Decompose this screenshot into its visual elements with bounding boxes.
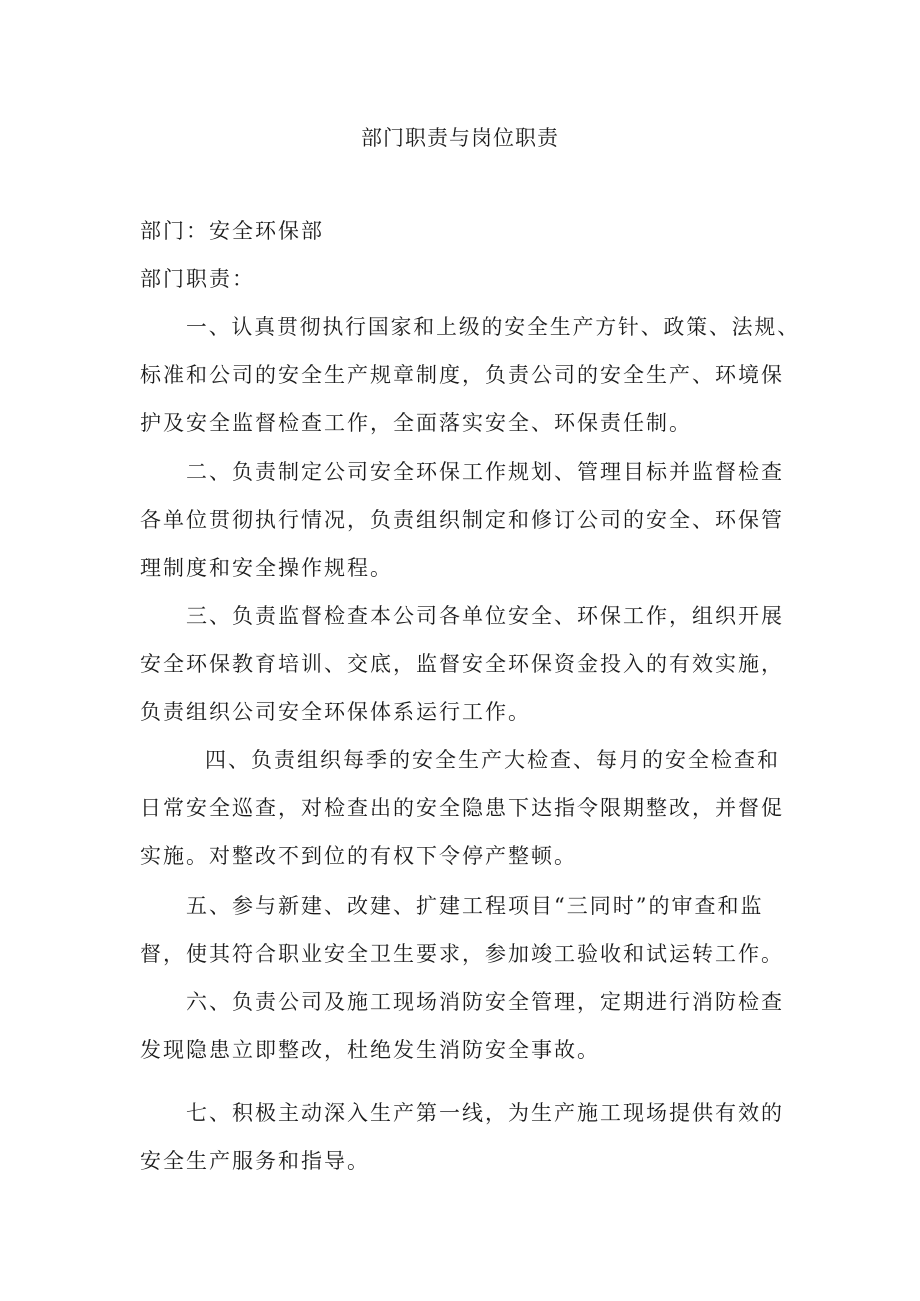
paragraph-2-line-1: 二、负责制定公司安全环保工作规划、管理目标并监督检查	[186, 460, 784, 484]
paragraph-2-line-2: 各单位贯彻执行情况，负责组织制定和修订公司的安全、环保管	[140, 508, 784, 532]
paragraph-1-line-3: 护及安全监督检查工作，全面落实安全、环保责任制。	[140, 411, 692, 435]
paragraph-3-line-3: 负责组织公司安全环保体系运行工作。	[140, 700, 531, 724]
paragraph-1-line-1: 一、认真贯彻执行国家和上级的安全生产方针、政策、法规、	[186, 315, 800, 339]
duties-heading: 部门职责：	[140, 267, 255, 291]
paragraph-6-line-1: 六、负责公司及施工现场消防安全管理，定期进行消防检查	[186, 990, 784, 1014]
paragraph-5-line-1: 五、参与新建、改建、扩建工程项目“三同时”的审查和监	[186, 894, 764, 918]
paragraph-3-line-2: 安全环保教育培训、交底，监督安全环保资金投入的有效实施，	[140, 652, 784, 676]
paragraph-1-line-2: 标准和公司的安全生产规章制度，负责公司的安全生产、环境保	[140, 363, 784, 387]
paragraph-7-line-1: 七、积极主动深入生产第一线，为生产施工现场提供有效的	[186, 1101, 784, 1125]
paragraph-2-line-3: 理制度和安全操作规程。	[140, 556, 393, 580]
paragraph-6-line-2: 发现隐患立即整改，杜绝发生消防安全事故。	[140, 1038, 600, 1062]
paragraph-3-line-1: 三、负责监督检查本公司各单位安全、环保工作，组织开展	[186, 604, 784, 628]
paragraph-4-line-3: 实施。对整改不到位的有权下令停产整顿。	[140, 844, 577, 868]
paragraph-7-line-2: 安全生产服务和指导。	[140, 1149, 370, 1173]
paragraph-4-line-2: 日常安全巡查，对检查出的安全隐患下达指令限期整改，并督促	[140, 796, 784, 820]
document-title: 部门职责与岗位职责	[361, 126, 559, 150]
paragraph-5-line-2: 督，使其符合职业安全卫生要求，参加竣工验收和试运转工作。	[140, 942, 784, 966]
department-line: 部门：安全环保部	[140, 219, 324, 243]
paragraph-4-line-1: 四、负责组织每季的安全生产大检查、每月的安全检查和	[205, 748, 780, 772]
